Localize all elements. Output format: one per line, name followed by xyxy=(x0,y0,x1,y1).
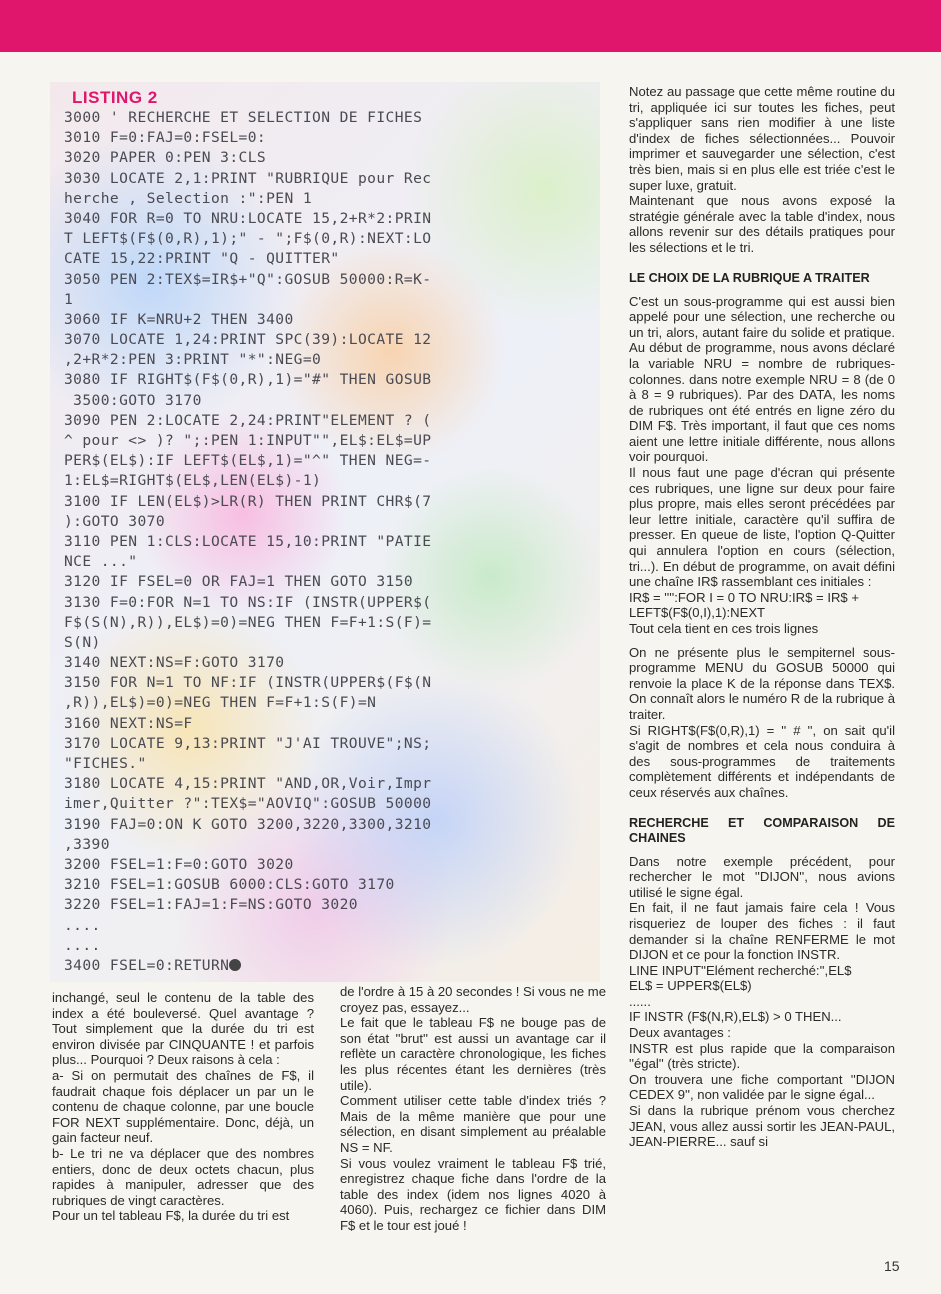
paragraph: C'est un sous-programme qui est aussi bien appelé pour une sélection, une recherche ou un tri, alors, autant faire du solide et pratique. Au début de programme, nous avons déclaré la variable NRU = nombre de rubriques-colonnes. dans notre exemple NRU = 8 (de 0 à 8 = 9 rubriques). Par des DATA, les noms de rubriques ont été entrés en ligne zéro du DIM F$. Très important, il faut que ces noms aient une lettre initiale différente, nous allons voir pourquoi. xyxy=(629,293,895,465)
code-line: 3000 ' RECHERCHE ET SELECTION DE FICHES xyxy=(64,109,423,126)
paragraph: Notez au passage que cette même routine du tri, appliquée ici sur toutes les fiches, peut s'appliquer sans rien modifier à une liste d'index de fiches sélectionnées... Pouvoir imprimer et sauvegarder une sélection, c'est très bien, mais si en plus elle est triée c'est le super luxe, gratuit. xyxy=(629,84,895,193)
text-column-1 xyxy=(52,990,314,1224)
code-line: herche , Selection :":PEN 1 xyxy=(64,189,313,207)
code-line-text: 3400 FSEL=0:RETURN xyxy=(64,956,230,974)
code-line: PER$(EL$):IF LEFT$(EL$,1)="^" THEN NEG=- xyxy=(64,452,432,470)
code-line: 3060 IF K=NRU+2 THEN 3400 xyxy=(64,310,294,328)
code-line: 3030 LOCATE 2,1:PRINT "RUBRIQUE pour Rec xyxy=(64,169,432,187)
spacer xyxy=(629,286,895,294)
paragraph: En fait, il ne faut jamais faire cela ! Vous risqueriez de louper des fiches : il faut demander si la chaîne RENFERME le mot DIJON et ce pour la fonction INSTR. xyxy=(629,900,895,963)
paragraph: LINE INPUT''Elément recherché:'',EL$ xyxy=(629,962,852,978)
code-line: 3040 FOR R=0 TO NRU:LOCATE 15,2+R*2:PRIN xyxy=(64,209,432,227)
paragraph: IF INSTR (F$(N,R),EL$) > 0 THEN... xyxy=(629,1009,842,1025)
section-heading: RECHERCHE ET COMPARAISON DE CHAINES xyxy=(629,815,895,845)
spacer xyxy=(629,801,895,816)
code-line: CATE 15,22:PRINT "Q - QUITTER" xyxy=(64,250,340,268)
code-line: 3200 FSEL=1:F=0:GOTO 3020 xyxy=(64,855,294,873)
code-line: imer,Quitter ?":TEX$="AOVIQ":GOSUB 50000 xyxy=(64,795,432,813)
code-line: 3080 IF RIGHT$(F$(0,R),1)="#" THEN GOSUB xyxy=(64,371,432,389)
paragraph: Si vous voulez vraiment le tableau F$ trié, enregistrez chaque fiche dans l'ordre de la table des index (idem nos lignes 4020 à 4060). Puis, rechargez ce fichier dans DIM F$ et le tour est joué ! xyxy=(340,1155,606,1233)
code-line: 1:EL$=RIGHT$(EL$,LEN(EL$)-1) xyxy=(64,472,322,490)
paragraph: de l'ordre à 15 à 20 secondes ! Si vous ne me croyez pas, essayez... xyxy=(340,984,606,1015)
section-heading: LE CHOIX DE LA RUBRIQUE A TRAITER xyxy=(629,270,870,285)
listing-title: LISTING 2 xyxy=(72,88,158,107)
code-line: ,2+R*2:PEN 3:PRINT "*":NEG=0 xyxy=(64,351,322,369)
code-listing xyxy=(50,82,600,982)
code-line: 3020 PAPER 0:PEN 3:CLS xyxy=(64,149,267,167)
code-line: 3190 FAJ=0:ON K GOTO 3200,3220,3300,3210 xyxy=(64,815,432,833)
spacer xyxy=(629,637,895,645)
code-line: T LEFT$(F$(0,R),1);" - ";F$(0,R):NEXT:LO xyxy=(64,230,432,248)
page-number: 15 xyxy=(884,1258,900,1274)
paragraph: On trouvera une fiche comportant ''DIJON CEDEX 9'', non validée par le signe égal... xyxy=(629,1071,895,1103)
code-line: 3010 F=0:FAJ=0:FSEL=0: xyxy=(64,129,267,147)
text-column-3 xyxy=(629,84,895,1150)
code-line: F$(S(N),R)),EL$)=0)=NEG THEN F=F+1:S(F)= xyxy=(64,613,432,631)
code-line: 3120 IF FSEL=0 OR FAJ=1 THEN GOTO 3150 xyxy=(64,573,414,591)
paragraph: b- Le tri ne va déplacer que des nombres entiers, donc de deux octets chacun, plus rapides à manipuler, adresser que des rubriques de vingt caractères. xyxy=(52,1145,314,1208)
paragraph: Dans notre exemple précédent, pour rechercher le mot ''DIJON'', nous avions utilisé le signe égal. xyxy=(629,853,895,900)
paragraph: INSTR est plus rapide que la comparaison ''égal'' (très stricte). xyxy=(629,1040,895,1072)
code-line: 3170 LOCATE 9,13:PRINT "J'AI TROUVE";NS; xyxy=(64,734,432,752)
text-column-2 xyxy=(340,984,606,1234)
paragraph: Maintenant que nous avons exposé la stratégie générale avec la table d'index, nous allons revenir sur des détails pratiques pour les sélections et le tri. xyxy=(629,193,895,255)
code-line: 3090 PEN 2:LOCATE 2,24:PRINT"ELEMENT ? ( xyxy=(64,411,432,429)
code-line: .... xyxy=(64,916,101,934)
paragraph: Si dans la rubrique prénom vous cherchez JEAN, vous allez aussi sortir les JEAN-PAUL, JEAN-PIERRE... sauf si xyxy=(629,1103,895,1150)
code-line: 3180 LOCATE 4,15:PRINT "AND,OR,Voir,Impr xyxy=(64,775,432,793)
code-line: 3050 PEN 2:TEX$=IR$+"Q":GOSUB 50000:R=K- xyxy=(64,270,432,288)
code-line: 3220 FSEL=1:FAJ=1:F=NS:GOTO 3020 xyxy=(64,896,358,914)
code-line: 3070 LOCATE 1,24:PRINT SPC(39):LOCATE 12 xyxy=(64,331,432,349)
code-line: 3130 F=0:FOR N=1 TO NS:IF (INSTR(UPPER$( xyxy=(64,593,432,611)
code-line: 3210 FSEL=1:GOSUB 6000:CLS:GOTO 3170 xyxy=(64,876,395,894)
paragraph: Pour un tel tableau F$, la durée du tri est xyxy=(52,1208,290,1224)
paragraph: Le fait que le tableau F$ ne bouge pas de son état ''brut'' est aussi un avantage car il reflète un caractère chronologique, les fiches les plus récentes étant les dernières (très utile). xyxy=(340,1015,606,1093)
code-line: 3150 FOR N=1 TO NF:IF (INSTR(UPPER$(F$(N xyxy=(64,674,432,692)
paragraph: Si RIGHT$(F$(0,R),1) = '' # '', on sait qu'il s'agit de nombres et cela nous conduira à des sous-programmes de traitements complètement différents et indépendants de ceux réservés aux chaînes. xyxy=(629,722,895,800)
code-line: S(N) xyxy=(64,633,101,651)
paragraph: inchangé, seul le contenu de la table des index a été bouleversé. Quel avantage ? Tout simplement que la durée du tri est environ divisée par CINQUANTE ! et parfois plus... Pourquoi ? Deux raisons à cela : xyxy=(52,990,314,1068)
paragraph: Il nous faut une page d'écran qui présente ces rubriques, une ligne sur deux pour faire plus propre, mais elles seront précédées par leur lettre initiale, caractère qu'il suffira de presser. En queue de liste, l'option Q-Quitter qui annulera l'option en cours (sélection, tri...). En début de programme, on avait défini une chaîne IR$ rassemblant ces initiales : xyxy=(629,465,895,590)
spacer xyxy=(629,846,895,854)
paragraph: On ne présente plus le sempiternel sous-programme MENU du GOSUB 50000 qui renvoie la place K de la réponse dans TEX$. On connaît alors le numéro R de la rubrique à traiter. xyxy=(629,644,895,722)
paragraph: Deux avantages : xyxy=(629,1025,731,1041)
code-line-last xyxy=(64,956,594,976)
code-line: 3110 PEN 1:CLS:LOCATE 15,10:PRINT "PATIE xyxy=(64,532,432,550)
code-line: ^ pour <> )? ";:PEN 1:INPUT"",EL$:EL$=UP xyxy=(64,432,432,449)
code-line: .... xyxy=(64,936,101,954)
paragraph: ...... xyxy=(629,993,651,1009)
listing-code xyxy=(64,108,594,976)
spacer xyxy=(629,256,895,271)
code-line: 1 xyxy=(64,290,74,308)
code-line: 3140 NEXT:NS=F:GOTO 3170 xyxy=(64,654,285,672)
paragraph: Tout cela tient en ces trois lignes xyxy=(629,621,819,636)
code-line: ,3390 xyxy=(64,835,110,853)
paragraph: a- Si on permutait des chaînes de F$, il faudrait chaque fois déplacer un par un le contenu de chaque colonne, par une boucle FOR NEXT supplémentaire. Donc, déjà, un gain facteur neuf. xyxy=(52,1067,314,1146)
paragraph: EL$ = UPPER$(EL$) xyxy=(629,978,752,994)
code-line: 3160 NEXT:NS=F xyxy=(64,714,193,732)
code-line: ,R)),EL$)=0)=NEG THEN F=F+1:S(F)=N xyxy=(64,694,377,712)
paragraph: Comment utiliser cette table d'index triés ? Mais de la même manière que pour une sélection, en disant simplement au préalable NS = NF. xyxy=(340,1093,606,1155)
end-bullet-icon xyxy=(229,959,241,971)
magenta-header-band xyxy=(0,0,941,52)
code-line: "FICHES." xyxy=(64,755,147,772)
code-line: 3100 IF LEN(EL$)>LR(R) THEN PRINT CHR$(7 xyxy=(64,492,432,510)
code-line: 3500:GOTO 3170 xyxy=(64,391,202,409)
code-line: NCE ..." xyxy=(64,553,138,571)
paragraph: IR$ = '''':FOR I = 0 TO NRU:IR$ = IR$ + LEFT$(F$(0,I),1):NEXT xyxy=(629,589,860,621)
code-line: ):GOTO 3070 xyxy=(64,512,166,530)
